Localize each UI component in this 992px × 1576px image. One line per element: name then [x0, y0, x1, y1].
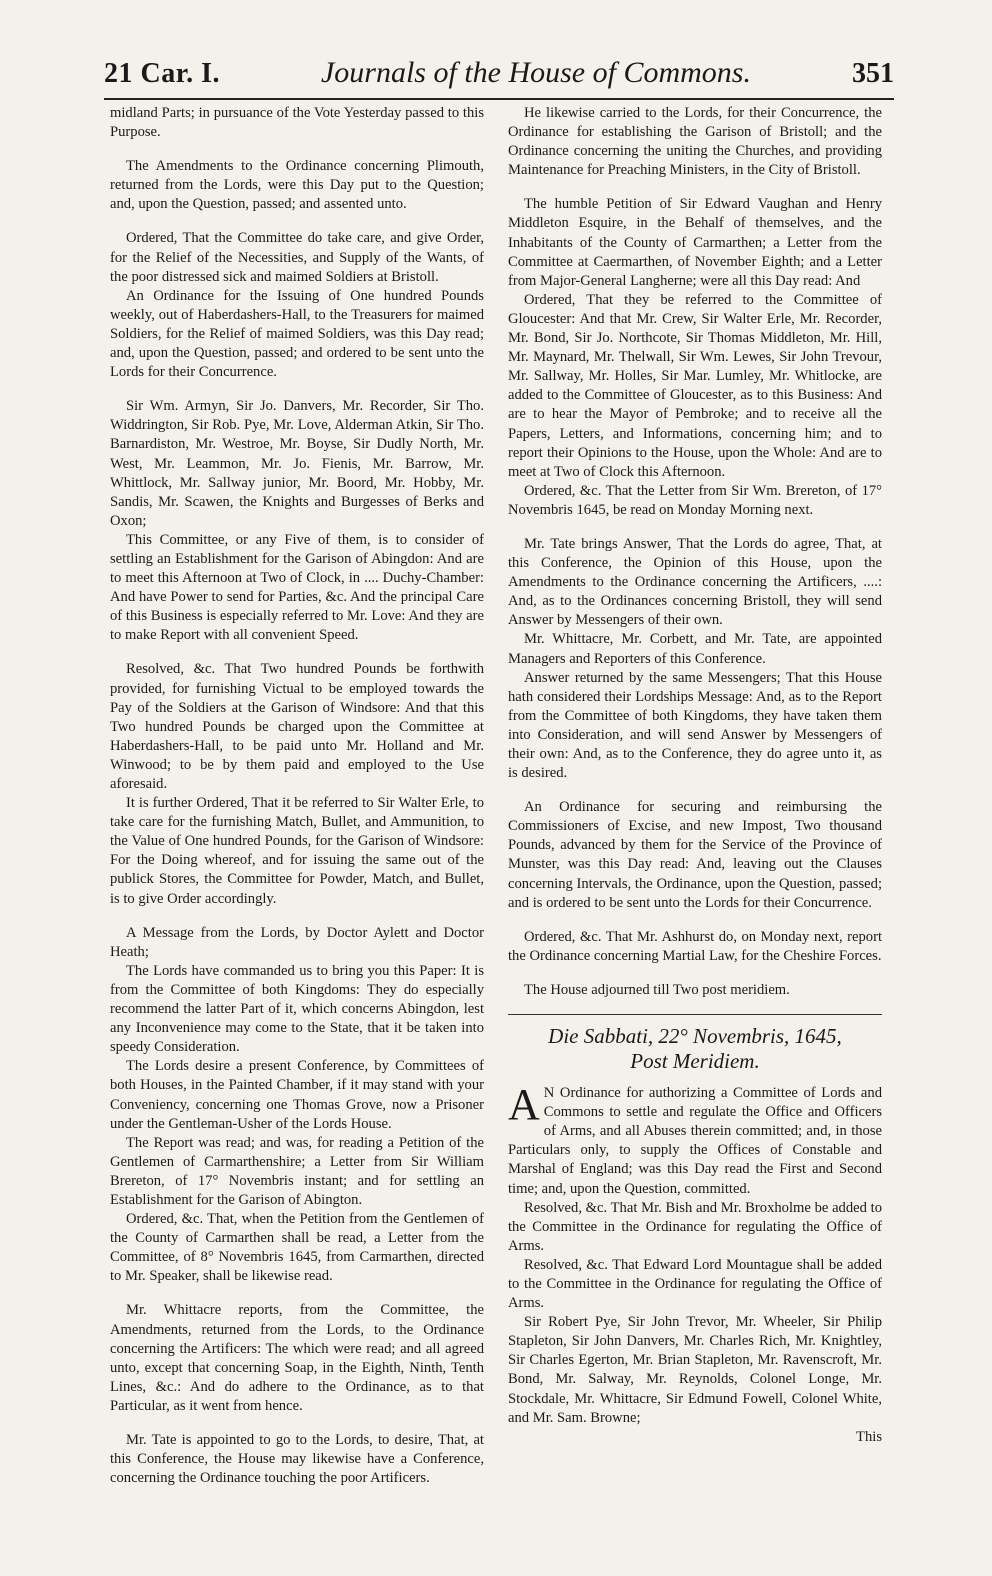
paragraph: The Lords desire a present Conference, by Committees of both Houses, in the Painted Chamber, if it may stand with your Conveniency, concerning one Thomas Grove, now a Prisoner under the Gentleman-Usher of the Lords House.: [110, 1058, 484, 1132]
section-paragraphs: [508, 1199, 882, 1428]
right-column: [508, 104, 882, 1524]
paragraph: midland Parts; in pursuance of the Vote Yesterday passed to this Purpose.: [110, 105, 484, 141]
paragraph: Ordered, That the Committee do take care, and give Order, for the Relief of the Necessities, and Supply of the Wants, of the poor distressed sick and maimed Soldiers at Bristoll.: [110, 230, 484, 285]
paragraph: Ordered, &c. That the Letter from Sir Wm. Brereton, of 17° Novembris 1645, be read on Monday Morning next.: [508, 482, 882, 518]
paragraph: The Report was read; and was, for reading a Petition of the Gentlemen of Carmarthenshire; a Letter from Sir William Brereton, of 17° Novembris instant; and for settling an Establishment for the Garison of Abington.: [110, 1134, 484, 1208]
drop-cap: A: [508, 1080, 540, 1130]
paragraph: He likewise carried to the Lords, for their Concurrence, the Ordinance for establishing the Garison of Bristoll; and the Ordinance concerning the uniting the Churches, and providing Maintenance for Preaching Ministers, in the City of Bristoll.: [508, 105, 882, 179]
paragraph: Answer returned by the same Messengers; That this House hath considered their Lordships Message: And, as to the Report from the Committee of both Kingdoms, they have taken them into Consideration, and will send Answer by Messengers of their own: And, as to the Conference, they do agree unto it, as is desired.: [508, 669, 882, 782]
first-paragraph-text: N Ordinance for authorizing a Committee of Lords and Commons to settle and regulate the Office and Officers of Arms, and all Abuses therein committed; and, in those Particulars only, to supply the Offices of Constable and Marshal of England; was this Day read the First and Second time; and, upon the Question, committed.: [508, 1085, 882, 1197]
paragraph: A Message from the Lords, by Doctor Aylett and Doctor Heath;: [110, 924, 484, 960]
section-subheading: Post Meridiem.: [630, 1049, 760, 1074]
section-heading: Die Sabbati, 22° Novembris, 1645,: [508, 1014, 882, 1049]
paragraph: Ordered, That they be referred to the Committee of Gloucester: And that Mr. Crew, Sir Walter Erle, Mr. Recorder, Mr. Bond, Sir Jo. Northcote, Sir Thomas Middleton, Mr. Hill, Mr. Maynard, Mr. Thelwall, Sir Wm. Lewes, Sir John Trevour, Mr. Sallway, Mr. Holles, Sir Mar. Lumley, Mr. Whitlocke, are added to the Committee of Gloucester, as to this Business: And are to hear the Mayor of Pembroke; and to receive all the Papers, Letters, and Informations, concerning him; and to report their Opinions to the House, upon the Whole: And are to meet at Two of Clock this Afternoon.: [508, 291, 882, 480]
paragraph: Resolved, &c. That Two hundred Pounds be forthwith provided, for furnishing Victual to be employed towards the Pay of the Soldiers at the Garison of Windsore: And that this Two hundred Pounds be charged upon the Committee at Haberdashers-Hall, to be paid unto Mr. Holland and Mr. Winwood; to be by them paid and employed to the Use aforesaid.: [110, 661, 484, 792]
paragraph: Sir Robert Pye, Sir John Trevor, Mr. Wheeler, Sir Philip Stapleton, Sir John Danvers, Mr. Charles Rich, Mr. Knightley, Sir Charles Egerton, Mr. Brian Stapleton, Mr. Ravenscroft, Mr. Bond, Mr. Salway, Mr. Reynolds, Colonel Longe, Mr. Stockdale, Mr. Whittacre, Sir Edmund Fowell, Colonel White, and Mr. Sam. Browne;: [508, 1314, 882, 1426]
paragraph: The Amendments to the Ordinance concerning Plimouth, returned from the Lords, were this Day put to the Question; and, upon the Question, passed; and assented unto.: [110, 158, 484, 213]
paragraph: Resolved, &c. That Mr. Bish and Mr. Broxholme be added to the Committee in the Ordinance for regulating the Office of Arms.: [508, 1199, 882, 1254]
right-column-paragraphs: [508, 104, 882, 1000]
running-head-left: 21 Car. I.: [104, 58, 220, 89]
paragraph: An Ordinance for the Issuing of One hundred Pounds weekly, out of Haberdashers-Hall, to the Treasurers for maimed Soldiers, for the Relief of maimed Soldiers, was this Day read; and, upon the Question, passed; and ordered to be sent unto the Lords for their Concurrence.: [110, 287, 484, 381]
left-column: [110, 104, 484, 1524]
paragraph: The Lords have commanded us to bring you this Paper: It is from the Committee of both Kingdoms: They do especially recommend the latter Part of it, which concerns Abingdon, lest any Inconvenience may come to the State, that it be taken into speedy Consideration.: [110, 962, 484, 1056]
paragraph: This Committee, or any Five of them, is to consider of settling an Establishment for the Garison of Abingdon: And are to meet this Afternoon at Two of Clock, in .... Duchy-Chamber: And have Power to send for Parties, &c. And the principal Care of this Business is especially referred to Mr. Love: And they are to make Report with all convenient Speed.: [110, 531, 484, 644]
paragraph: Ordered, &c. That, when the Petition from the Gentlemen of the County of Carmarthen shall be read, a Letter from the Committee, of 8° Novembris 1645, from Carmarthen, directed to Mr. Speaker, shall be likewise read.: [110, 1211, 484, 1285]
running-title: Journals of the House of Commons.: [320, 56, 751, 89]
paragraph: The humble Petition of Sir Edward Vaughan and Henry Middleton Esquire, in the Behalf of themselves, and the Inhabitants of the County of Carmarthen; a Letter from the Committee at Caermarthen, of November Eighth; and a Letter from Major-General Langherne; were all this Day read: And: [508, 196, 882, 289]
running-header: [104, 56, 894, 100]
paragraph: Ordered, &c. That Mr. Ashhurst do, on Monday next, report the Ordinance concerning Martial Law, for the Cheshire Forces.: [508, 928, 882, 964]
paragraph: An Ordinance for securing and reimbursing the Commissioners of Excise, and new Impost, Two thousand Pounds, advanced by them for the Service of the Province of Munster, was this Day read: And, leaving out the Clauses concerning Intervals, the Ordinance, upon the Question, passed; and is ordered to be sent unto the Lords for their Concurrence.: [508, 799, 882, 911]
paragraph: Mr. Tate is appointed to go to the Lords, to desire, That, at this Conference, the House may likewise have a Conference, concerning the Ordinance touching the poor Artificers.: [110, 1432, 484, 1487]
paragraph: Mr. Whittacre reports, from the Committee, the Amendments, returned from the Lords, to the Ordinance concerning the Artificers: The which were read; and all agreed unto, except that concerning Soap, in the Eighth, Ninth, Tenth Lines, &c.: And do adhere to the Ordinance, as to that Particular, as it went from hence.: [110, 1302, 484, 1414]
paragraph: Resolved, &c. That Edward Lord Mountague shall be added to the Committee in the Ordinance for regulating the Office of Arms.: [508, 1256, 882, 1312]
paragraph: Mr. Whittacre, Mr. Corbett, and Mr. Tate, are appointed Managers and Reporters of this Conference.: [508, 631, 882, 667]
paragraph: The House adjourned till Two post meridiem.: [524, 981, 790, 998]
paragraph: Sir Wm. Armyn, Sir Jo. Danvers, Mr. Recorder, Sir Tho. Widdrington, Sir Rob. Pye, Mr. Love, Alderman Atkin, Sir Tho. Barnardiston, Mr. Westroe, Mr. Boyse, Sir Dudly North, Mr. West, Mr. Leammon, Mr. Jo. Fienis, Mr. Barrow, Mr. Whittlock, Mr. Sallway junior, Mr. Boord, Mr. Hobby, Mr. Sandis, Mr. Scawen, the Knights and Burgesses of Berks and Oxon;: [110, 398, 484, 529]
paragraph: It is further Ordered, That it be referred to Sir Walter Erle, to take care for the furnishing Match, Bullet, and Ammunition, to the Value of One hundred Pounds, for the Garison of Windsore: For the Doing whereof, and for issuing the same out of the publick Stores, the Committee for Powder, Match, and Bullet, is to give Order accordingly.: [110, 795, 484, 907]
catchword: This: [856, 1428, 882, 1445]
section-first-paragraph: [508, 1080, 882, 1199]
paragraph: Mr. Tate brings Answer, That the Lords do agree, That, at this Conference, the Opinion of this House, upon the Amendments to the Ordinance concerning the Artificers, ....: And, as to the Ordinances concerning Bristoll, they will send Answer by Messengers of their own.: [508, 535, 882, 629]
page-number: 351: [851, 58, 894, 89]
